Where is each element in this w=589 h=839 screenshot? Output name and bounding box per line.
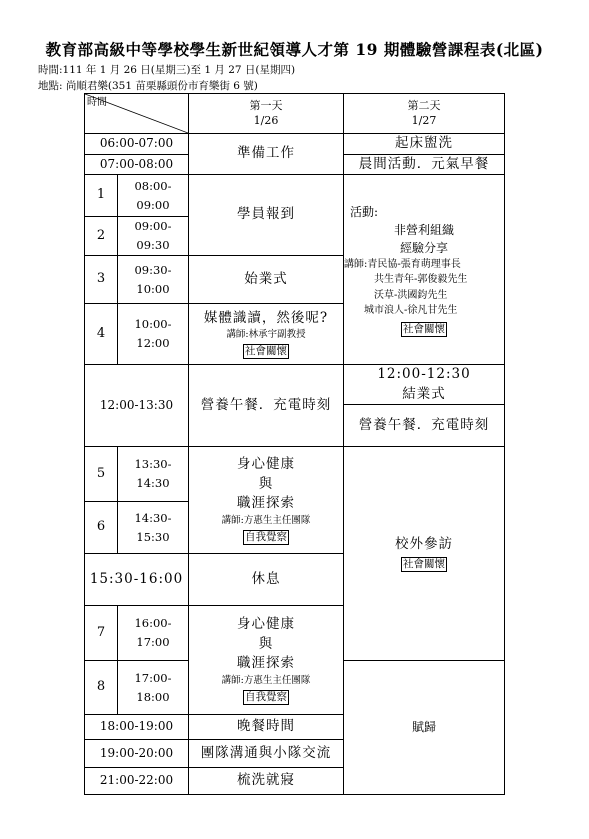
lunch-cell-day2: 營養午餐．充電時刻 (344, 405, 505, 447)
tag-social-care: 社會關懷 (243, 344, 289, 359)
table-row (85, 447, 505, 502)
session-number: 4 (85, 304, 118, 365)
session-time: 17:00-18:00 (118, 661, 189, 715)
session-number: 6 (85, 502, 118, 554)
morning-cell: 晨間活動．元氣早餐 (344, 154, 505, 175)
health-lecturer: 講師:方惠生主任團隊 (221, 674, 311, 686)
session-time: 14:30-15:30 (118, 502, 189, 554)
health-title-1: 身心健康 (237, 616, 295, 633)
wake-cell: 起床盥洗 (344, 134, 505, 155)
date-line: 時間:111 年 1 月 26 日(星期三)至 1 月 27 日(星期四) (38, 64, 296, 76)
activity-title-2: 經驗分享 (399, 240, 448, 255)
activity-cell (344, 175, 505, 365)
header-time-cell (85, 94, 189, 134)
health-title-1: 身心健康 (237, 456, 295, 473)
break-cell: 休息 (189, 554, 344, 606)
header-day2-label: 第二天 (407, 99, 441, 113)
session-number: 5 (85, 447, 118, 502)
return-cell: 賦歸 (344, 661, 505, 795)
time-cell: 06:00-07:00 (85, 134, 189, 155)
session-number: 1 (85, 175, 118, 217)
health-title-2: 與 (258, 475, 274, 492)
time-cell: 12:00-13:30 (85, 365, 189, 447)
dinner-cell: 晚餐時間 (189, 715, 344, 740)
session-time: 09:30-10:00 (118, 256, 189, 304)
time-cell: 15:30-16:00 (85, 554, 189, 606)
media-title: 媒體識讀，然後呢? (203, 309, 329, 326)
time-cell: 21:00-22:00 (85, 768, 189, 795)
health-title-2: 與 (258, 635, 274, 652)
health-title-3: 職涯探索 (237, 495, 295, 512)
session-number: 3 (85, 256, 118, 304)
activity-title-1: 非營利組織 (393, 222, 454, 237)
header-day2 (344, 94, 505, 134)
checkin-cell: 學員報到 (189, 175, 344, 256)
time-cell: 19:00-20:00 (85, 740, 189, 768)
schedule-table (84, 93, 505, 795)
session-number: 8 (85, 661, 118, 715)
session-time: 10:00-12:00 (118, 304, 189, 365)
visit-title: 校外參訪 (395, 536, 453, 553)
tag-self-awareness: 自我覺察 (243, 530, 289, 545)
header-day1 (189, 94, 344, 134)
sleep-cell: 梳洗就寢 (189, 768, 344, 795)
tag-self-awareness: 自我覺察 (243, 690, 289, 705)
session-time: 08:00-09:00 (118, 175, 189, 217)
time-cell: 07:00-08:00 (85, 154, 189, 175)
session-number: 2 (85, 217, 118, 256)
activity-lecturer-2: 共生青年-郭俊毅先生 (374, 274, 468, 286)
location-line: 地點: 尚順君樂(351 苗栗縣頭份市育樂街 6 號) (38, 80, 258, 92)
activity-lecturer-1: 講師:青民協-張育萌理事長 (344, 258, 461, 270)
media-cell (189, 304, 344, 365)
closing-cell (344, 365, 505, 405)
tag-social-care: 社會關懷 (401, 557, 447, 572)
visit-cell (344, 447, 505, 661)
lunch-cell: 營養午餐．充電時刻 (189, 365, 344, 447)
table-row (85, 365, 505, 405)
tag-social-care: 社會關懷 (401, 322, 447, 337)
media-lecturer: 講師:林承宇副教授 (226, 329, 306, 341)
session-time: 16:00-17:00 (118, 606, 189, 661)
table-row (85, 175, 505, 217)
header-row (85, 94, 505, 134)
activity-lecturer-4: 城市浪人-徐凡甘先生 (364, 305, 458, 317)
health-lecturer: 講師:方惠生主任團隊 (221, 514, 311, 526)
activity-lecturer-3: 沃草-洪國鈞先生 (374, 289, 448, 301)
closing-time: 12:00-12:30 (377, 366, 471, 383)
session-time: 09:00-09:30 (118, 217, 189, 256)
health-title-3: 職涯探索 (237, 655, 295, 672)
header-time-label: 時間 (87, 97, 107, 108)
closing-title: 結業式 (402, 385, 446, 402)
health-cell (189, 606, 344, 715)
activity-label: 活動: (350, 204, 379, 219)
time-cell: 18:00-19:00 (85, 715, 189, 740)
prep-cell: 準備工作 (189, 134, 344, 175)
health-cell (189, 447, 344, 554)
team-cell: 團隊溝通與小隊交流 (189, 740, 344, 768)
header-day1-date: 1/26 (253, 113, 279, 127)
session-number: 7 (85, 606, 118, 661)
session-time: 13:30-14:30 (118, 447, 189, 502)
table-row (85, 134, 505, 155)
header-day2-date: 1/27 (411, 113, 437, 127)
opening-cell: 始業式 (189, 256, 344, 304)
header-day1-label: 第一天 (249, 99, 283, 113)
document-title: 教育部高級中等學校學生新世紀領導人才第 19 期體驗營課程表(北區) (45, 40, 544, 59)
